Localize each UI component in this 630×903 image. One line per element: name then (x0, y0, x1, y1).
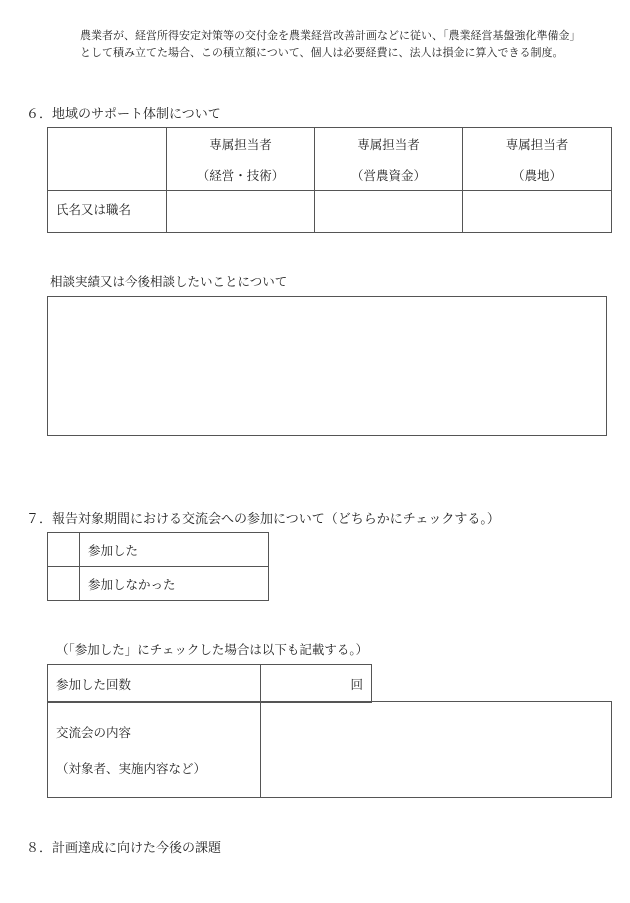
section-7-title: ７．報告対象期間における交流会への参加について（どちらかにチェックする。） (26, 512, 500, 527)
consultation-textbox[interactable] (47, 296, 607, 436)
count-unit: 回 (350, 676, 363, 692)
intro-line-2: として積み立てた場合、この積立額について、個人は必要経費に、法人は損金に算入できる制度。 (80, 46, 564, 59)
content-table (47, 701, 612, 798)
checkbox-participated[interactable] (48, 533, 80, 567)
header-management-tech: 専属担当者 （経営・技術） (167, 128, 315, 191)
count-label: 参加した回数 (48, 665, 261, 703)
count-field[interactable] (261, 665, 372, 703)
consultation-label: 相談実績又は今後相談したいことについて (50, 274, 288, 289)
header-farmland: 専属担当者 （農地） (463, 128, 612, 191)
participation-note: （「参加した」にチェックした場合は以下も記載する。） (56, 642, 369, 657)
name-field-farmland[interactable] (463, 191, 612, 233)
support-table (47, 127, 612, 233)
content-label: 交流会の内容 (56, 724, 132, 740)
content-label-cell (48, 702, 261, 798)
option-participated-label: 参加した (80, 533, 269, 567)
content-sublabel: （対象者、実施内容など） (56, 760, 207, 776)
name-field-management-tech[interactable] (167, 191, 315, 233)
option-not-participated-label: 参加しなかった (80, 567, 269, 601)
count-table (47, 664, 372, 703)
section-6-title: ６．地域のサポート体制について (26, 107, 221, 122)
checkbox-not-participated[interactable] (48, 567, 80, 601)
section-8-title: ８．計画達成に向けた今後の課題 (26, 841, 222, 856)
participation-checklist (47, 532, 269, 601)
intro-line-1: 農業者が、経営所得安定対策等の交付金を農業経営改善計画などに従い、「農業経営基盤強化準備金」 (80, 29, 581, 42)
intro-paragraph (80, 27, 620, 61)
content-field[interactable] (261, 702, 612, 798)
support-table-corner (48, 128, 167, 191)
header-farming-funds: 専属担当者 （営農資金） (315, 128, 463, 191)
name-field-farming-funds[interactable] (315, 191, 463, 233)
name-or-title-label: 氏名又は職名 (48, 191, 167, 233)
